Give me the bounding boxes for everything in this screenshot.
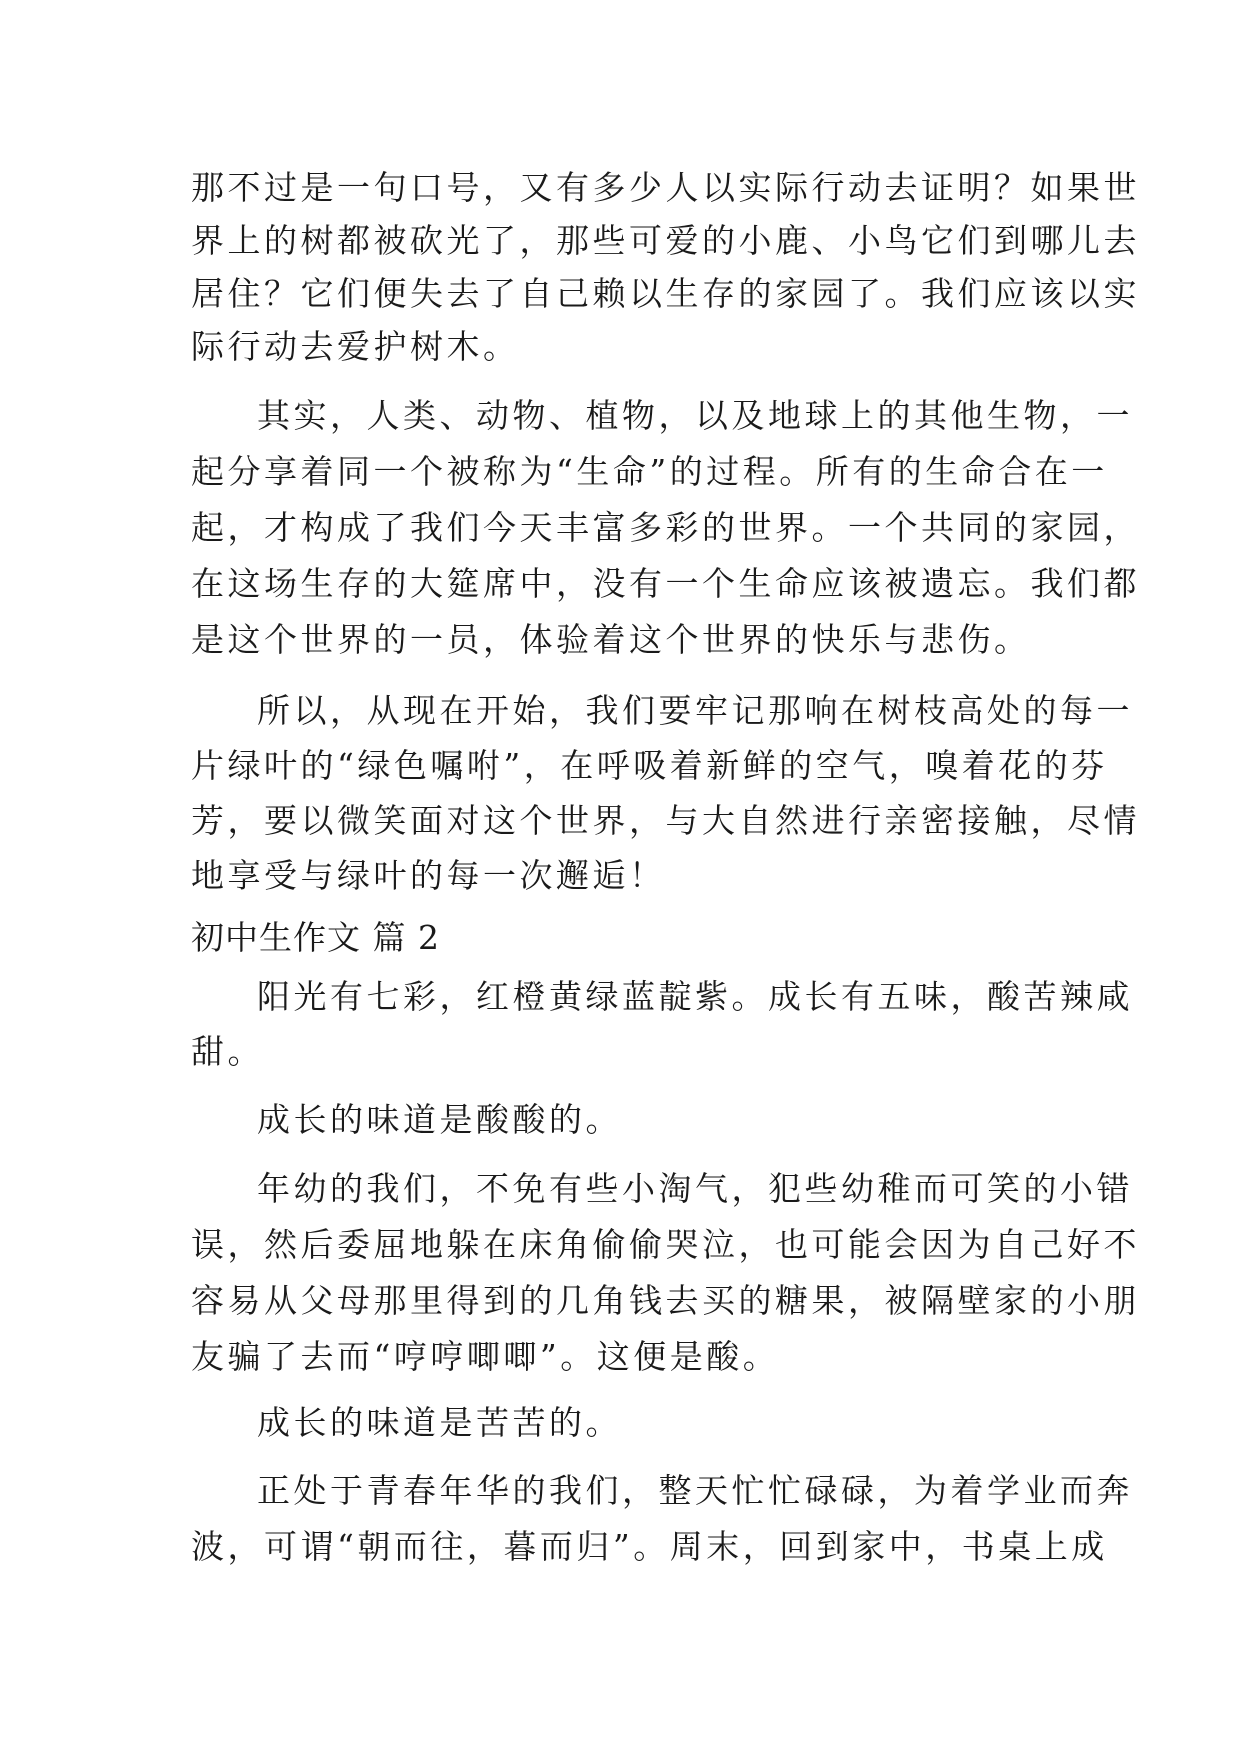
text-line: 其实，人类、动物、植物，以及地球上的其他生物，一 xyxy=(257,396,1133,435)
text-line: 是这个世界的一员，体验着这个世界的快乐与悲伤。 xyxy=(191,620,1031,659)
text-line: 正处于青春年华的我们，整天忙忙碌碌，为着学业而奔 xyxy=(257,1471,1133,1510)
text-line: 所以，从现在开始，我们要牢记那响在树枝高处的每一 xyxy=(257,691,1133,730)
section-heading: 初中生作文 篇 2 xyxy=(191,918,440,957)
text-line: 界上的树都被砍光了，那些可爱的小鹿、小鸟它们到哪儿去 xyxy=(191,221,1140,260)
text-line: 波，可谓“朝而往，暮而归”。周末，回到家中，书桌上成 xyxy=(191,1527,1108,1566)
text-line: 那不过是一句口号，又有多少人以实际行动去证明？如果世 xyxy=(191,168,1140,207)
text-line: 片绿叶的“绿色嘱咐”，在呼吸着新鲜的空气，嗅着花的芬 xyxy=(191,746,1108,785)
text-line: 居住？它们便失去了自己赖以生存的家园了。我们应该以实 xyxy=(191,274,1140,313)
text-line: 年幼的我们，不免有些小淘气，犯些幼稚而可笑的小错 xyxy=(257,1169,1133,1208)
text-line: 起分享着同一个被称为“生命”的过程。所有的生命合在一 xyxy=(191,452,1108,491)
text-line: 芳，要以微笑面对这个世界，与大自然进行亲密接触，尽情 xyxy=(191,801,1140,840)
text-line: 起，才构成了我们今天丰富多彩的世界。一个共同的家园， xyxy=(191,508,1140,547)
text-line: 际行动去爱护树木。 xyxy=(191,327,520,366)
text-line: 友骗了去而“哼哼唧唧”。这便是酸。 xyxy=(191,1337,780,1376)
text-line: 成长的味道是苦苦的。 xyxy=(257,1403,622,1442)
text-line: 甜。 xyxy=(191,1032,264,1071)
text-line: 误，然后委屈地躲在床角偷偷哭泣，也可能会因为自己好不 xyxy=(191,1225,1140,1264)
text-line: 在这场生存的大筵席中，没有一个生命应该被遗忘。我们都 xyxy=(191,564,1140,603)
text-line: 地享受与绿叶的每一次邂逅！ xyxy=(191,856,666,895)
text-line: 成长的味道是酸酸的。 xyxy=(257,1100,622,1139)
text-line: 阳光有七彩，红橙黄绿蓝靛紫。成长有五味，酸苦辣咸 xyxy=(257,977,1133,1016)
text-line: 容易从父母那里得到的几角钱去买的糖果，被隔壁家的小朋 xyxy=(191,1281,1140,1320)
